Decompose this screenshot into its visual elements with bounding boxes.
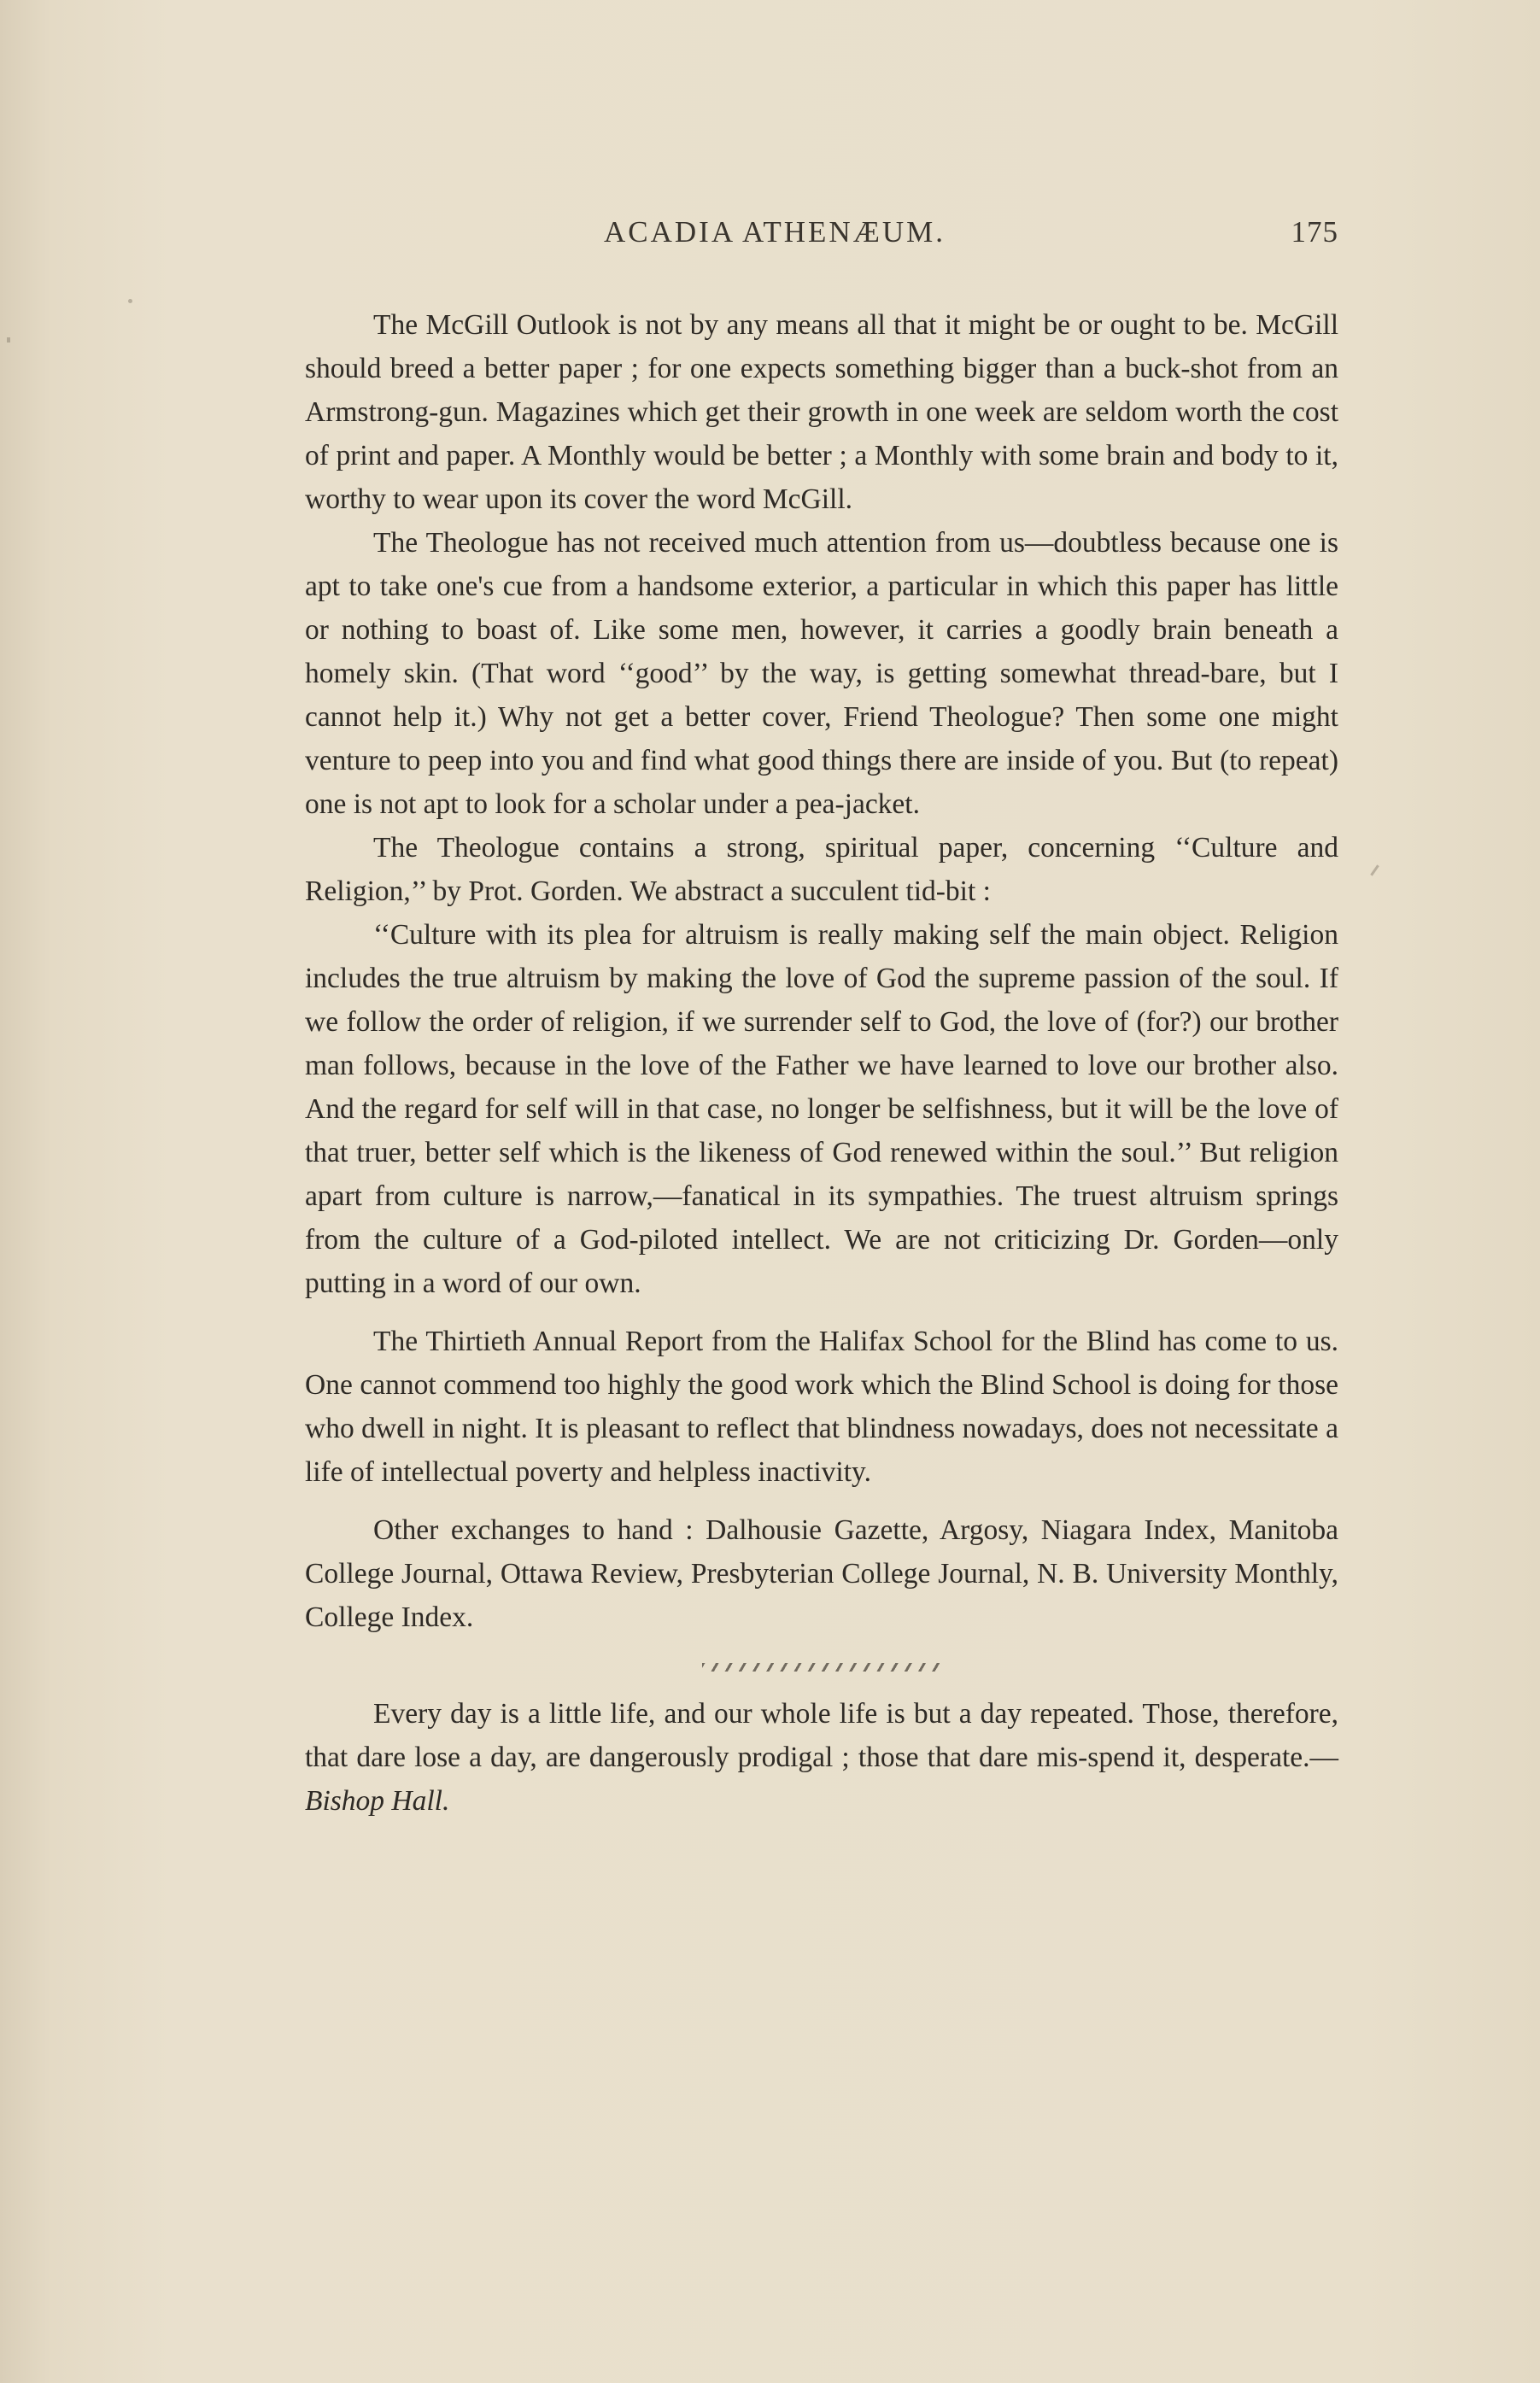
paragraph-culture-quote: ‘‘Culture with its plea for altruism is really making self the main object. Religion includes the true altruism by making the love of God the supreme passion of the soul. If we follow the order of religion, if we surrender self to God, the love of (for?) our brother man follows, because in the love of the Father we have learned to love our brother also. And the regard for self will in that case, no longer be selfishness, but it will be the love of that truer, better self which is the likeness of God renewed within the soul.’’ But religion apart from culture is narrow,—fanatical in its sympathies. The truest altruism springs from the culture of a God-piloted intellect. We are not criticizing Dr. Gorden—only putting in a word of our own. [305, 919, 1338, 1299]
article-body [305, 303, 1338, 1823]
page-number: 175 [1291, 215, 1338, 249]
closing-quote-attribution: Bishop Hall. [305, 1785, 450, 1817]
paragraph-theologue: The Theologue has not received much attention from us—doubtless because one is apt to take one's cue from a handsome exterior, a particular in which this paper has little or nothing to boast of. Like some men, however, it carries a goodly brain beneath a homely skin. (That word ‘‘good’’ by the way, is getting somewhat thread-bare, but I cannot help it.) Why not get a better cover, Friend Theologue? Then some one might venture to peep into you and find what good things there are inside of you. But (to repeat) one is not apt to look for a scholar under a pea-jacket. [305, 527, 1338, 820]
paragraph-halifax-report: The Thirtieth Annual Report from the Halifax School for the Blind has come to us. One cannot commend too highly the good work which the Blind School is doing for those who dwell in night. It is pleasant to reflect that blindness nowadays, does not necessitate a life of intellectual poverty and helpless inactivity. [305, 1326, 1338, 1488]
margin-speck [1370, 864, 1379, 875]
margin-speck [128, 299, 132, 303]
paragraph-theologue-paper: The Theologue contains a strong, spiritual paper, concerning ‘‘Culture and Religion,’’ by Prot. Gorden. We abstract a succulent tid-bit : [305, 832, 1338, 907]
paragraph-mcgill-outlook: The McGill Outlook is not by any means all that it might be or ought to be. McGill should breed a better paper ; for one expects something bigger than a buck-shot from an Armstrong-gun. Magazines which get their growth in one week are seldom worth the cost of print and paper. A Monthly would be better ; a Monthly with some brain and body to it, worthy to wear upon its cover the word McGill. [305, 309, 1338, 515]
running-title: ACADIA ATHENÆUM. [604, 215, 946, 249]
closing-quote-body: Every day is a little life, and our whole life is but a day repeated. Those, therefore, that dare lose a day, are dangerously prodigal ; those that dare mis-spend it, desperate.— [305, 1698, 1338, 1773]
closing-quote [305, 1692, 1338, 1823]
margin-speck [7, 337, 10, 343]
page-header [305, 215, 1338, 258]
closing-quote-text [305, 1692, 1338, 1823]
paragraph-other-exchanges: Other exchanges to hand : Dalhousie Gazette, Argosy, Niagara Index, Manitoba College Journal, Ottawa Review, Presbyterian College Journal, N. B. University Monthly, College Index. [305, 1514, 1338, 1633]
ornamental-divider [702, 1663, 941, 1672]
